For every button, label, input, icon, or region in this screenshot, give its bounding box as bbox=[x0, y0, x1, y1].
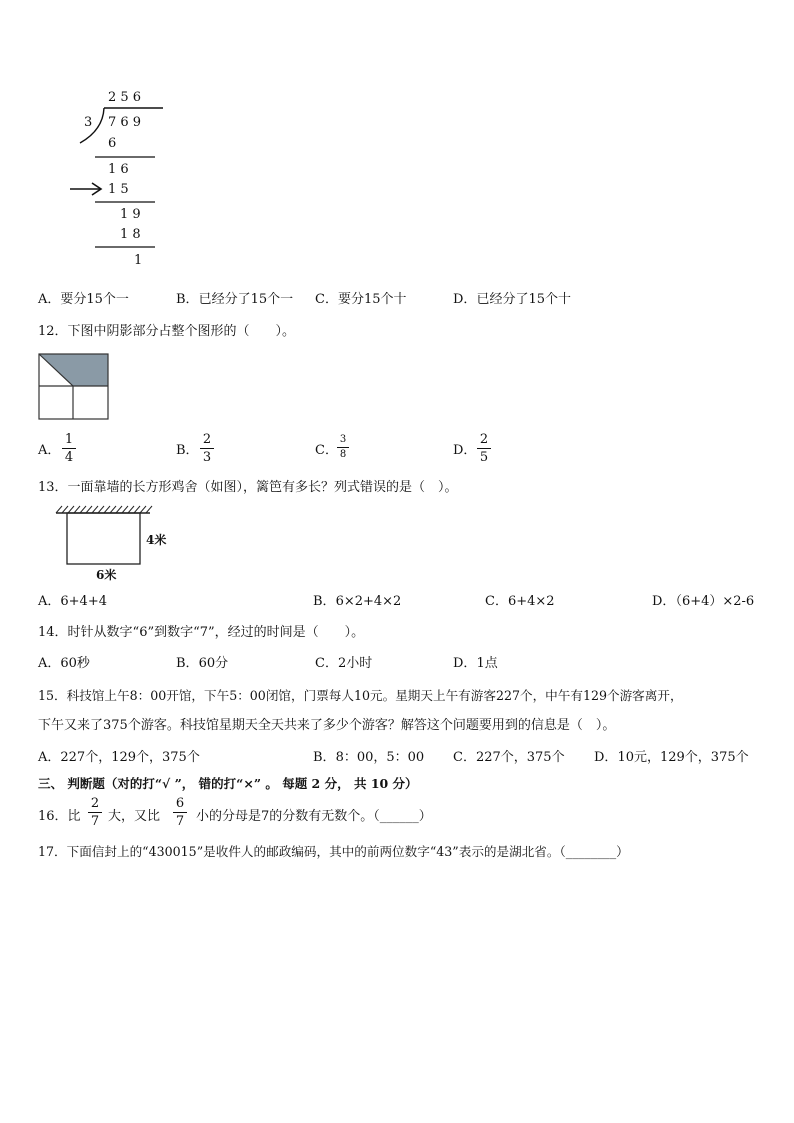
q11-option-b[interactable]: B．已经分了15个一 bbox=[176, 292, 294, 307]
q12-option-c-fraction[interactable]: 3 8 bbox=[337, 434, 349, 461]
q15-option-d[interactable]: D．10元，129个，375个 bbox=[594, 750, 749, 765]
q13-option-d[interactable]: D．（6+4）×2-6 bbox=[652, 594, 755, 609]
shaded-region bbox=[39, 354, 108, 386]
step3-subtrahend: 1 8 bbox=[120, 227, 141, 242]
q12-option-b-letter[interactable]: B． bbox=[176, 443, 199, 458]
q11-option-d[interactable]: D．已经分了15个十 bbox=[453, 292, 571, 307]
q12-figure bbox=[38, 353, 110, 421]
q15-text-line1: 15．科技馆上午8：00开馆，下午5：00闭馆，门票每人10元。星期天上午有游客227个，中午有129个游客离开， bbox=[38, 688, 683, 703]
side-length-label: 4米 bbox=[146, 533, 167, 547]
divisor: 3 bbox=[84, 115, 93, 130]
q12-option-b-fraction[interactable]: 2 3 bbox=[200, 432, 214, 465]
q15-text-line2: 下午又来了375个游客。科技馆星期天全天共来了多少个游客？解答这个问题要用到的信息是（ ）。 bbox=[38, 718, 616, 733]
dividend: 7 6 9 bbox=[108, 115, 142, 130]
q16-prefix: 16．比 bbox=[38, 809, 81, 824]
q14-text: 14．时针从数字“6”到数字“7”，经过的时间是（ ）。 bbox=[38, 625, 365, 640]
q13-option-b[interactable]: B．6×2+4×2 bbox=[313, 594, 402, 609]
q16-middle: 大，又比 bbox=[108, 809, 161, 824]
q13-option-a[interactable]: A．6+4+4 bbox=[38, 594, 107, 609]
q13-text: 13．一面靠墙的长方形鸡舍（如图），篱笆有多长？列式错误的是（ ）。 bbox=[38, 480, 458, 495]
q12-option-d-letter[interactable]: D． bbox=[453, 443, 477, 458]
q14-option-a[interactable]: A．60秒 bbox=[38, 656, 90, 671]
step2-bring-down: 1 6 bbox=[108, 162, 129, 177]
division-lines bbox=[0, 0, 200, 280]
q14-option-d[interactable]: D．1点 bbox=[453, 656, 498, 671]
step2-subtrahend: 1 5 bbox=[108, 182, 129, 197]
remainder: 1 bbox=[134, 253, 143, 268]
division-bracket bbox=[80, 108, 104, 143]
q14-option-c[interactable]: C．2小时 bbox=[315, 656, 373, 671]
q16-fraction-1: 2 7 bbox=[88, 796, 102, 829]
q15-option-a[interactable]: A．227个，129个，375个 bbox=[38, 750, 200, 765]
q15-option-c[interactable]: C．227个，375个 bbox=[453, 750, 565, 765]
q16-fraction-2: 6 7 bbox=[173, 796, 187, 829]
q12-option-c-letter[interactable]: C． bbox=[315, 443, 338, 458]
quotient: 2 5 6 bbox=[108, 90, 142, 105]
step1-subtrahend: 6 bbox=[108, 136, 117, 151]
coop-rectangle bbox=[67, 513, 140, 564]
q15-option-b[interactable]: B．8：00，5：00 bbox=[313, 750, 425, 765]
q14-option-b[interactable]: B．60分 bbox=[176, 656, 229, 671]
q11-option-a[interactable]: A．要分15个一 bbox=[38, 292, 129, 307]
q17-text[interactable]: 17．下面信封上的“430015”是收件人的邮政编码，其中的前两位数字“43”表示的是湖北省。（________） bbox=[38, 844, 629, 859]
q12-option-a-letter[interactable]: A． bbox=[38, 443, 61, 458]
q12-option-d-fraction[interactable]: 2 5 bbox=[477, 432, 491, 465]
section-3-heading: 三、 判断题（对的打“√ ”， 错的打“×” 。 每题 2 分， 共 10 分） bbox=[38, 776, 418, 791]
q11-option-c[interactable]: C．要分15个十 bbox=[315, 292, 407, 307]
q12-text: 12．下图中阴影部分占整个图形的（ ）。 bbox=[38, 324, 296, 339]
step3-bring-down: 1 9 bbox=[120, 207, 141, 222]
bottom-length-label: 6米 bbox=[96, 568, 117, 582]
q12-option-a-fraction[interactable]: 1 4 bbox=[62, 432, 76, 465]
q13-option-c[interactable]: C．6+4×2 bbox=[485, 594, 555, 609]
q16-suffix[interactable]: 小的分母是7的分数有无数个。（______） bbox=[196, 809, 432, 824]
